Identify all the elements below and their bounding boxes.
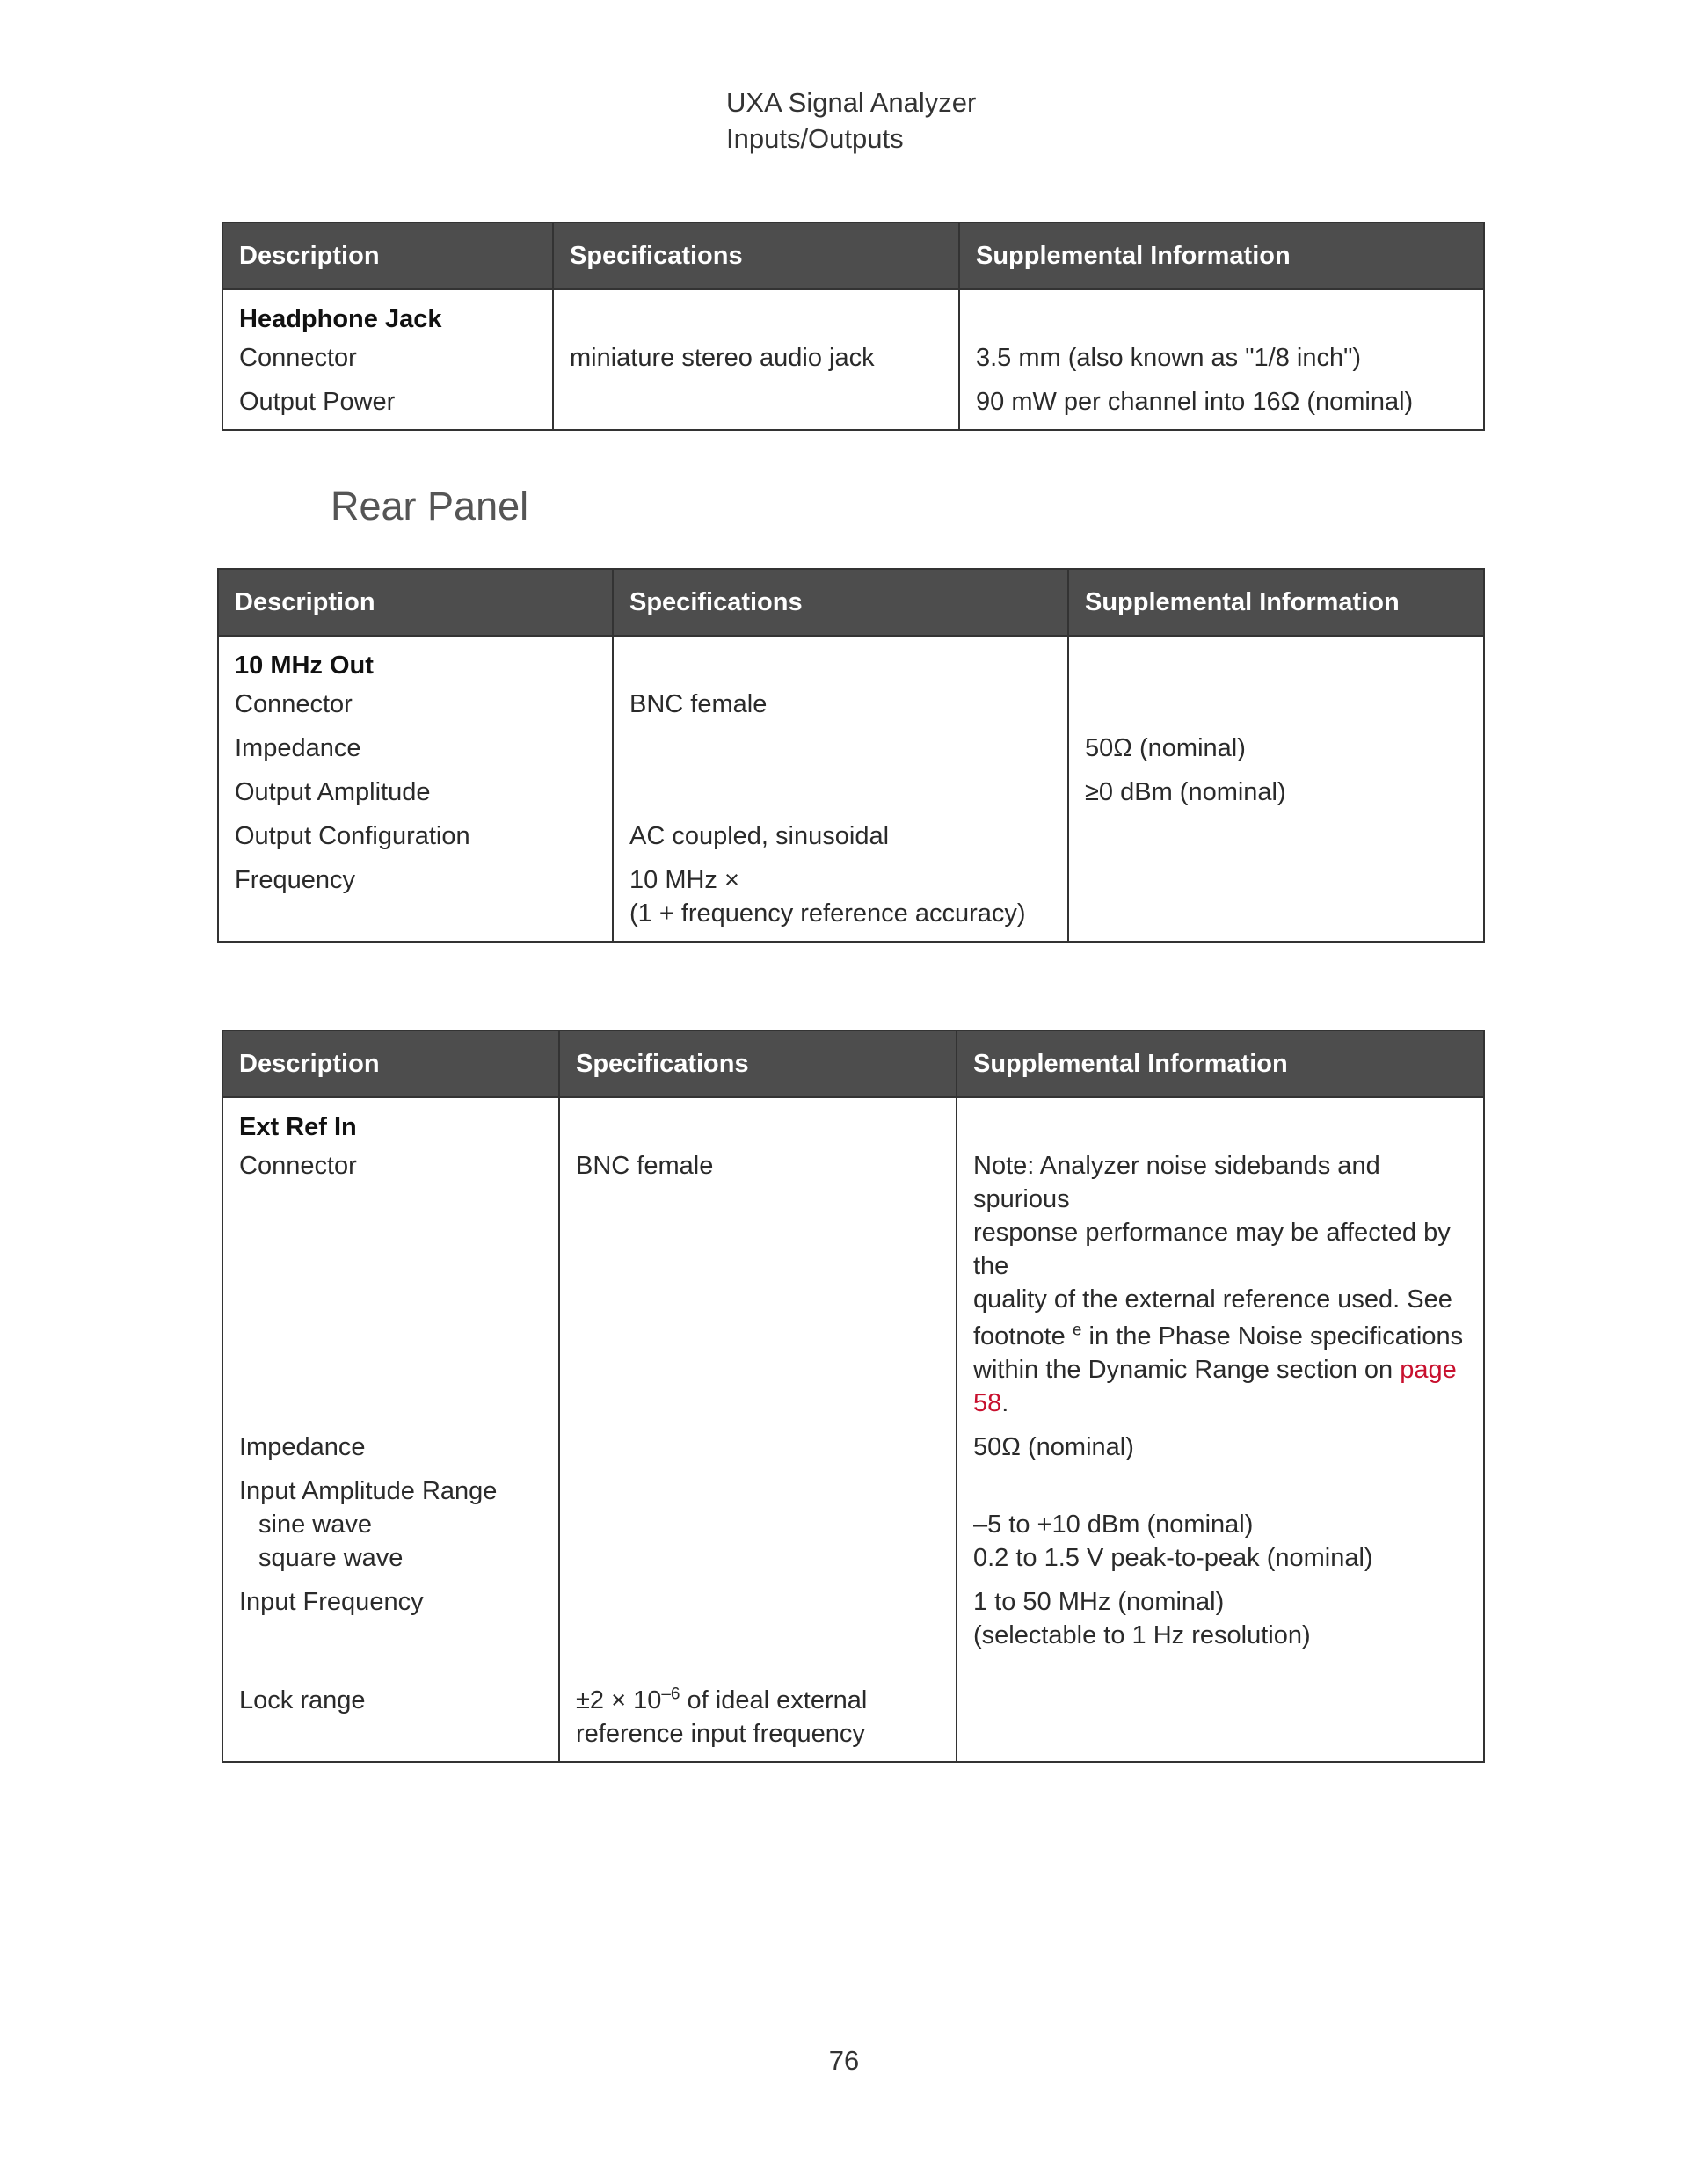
row-description: Connector — [222, 1144, 559, 1425]
table-row — [222, 1144, 1484, 1425]
row-description: Output Power — [222, 380, 553, 430]
table-header-row — [222, 222, 1484, 289]
note-line: quality of the external reference used. See — [973, 1285, 1452, 1314]
table-row — [222, 336, 1484, 380]
column-header-supplemental: Supplemental Information — [957, 1030, 1484, 1097]
column-header-description: Description — [222, 1030, 559, 1097]
table-row — [218, 726, 1484, 770]
row-supplemental: 3.5 mm (also known as "1/8 inch") — [959, 336, 1484, 380]
row-supplemental: ≥0 dBm (nominal) — [1068, 770, 1484, 814]
running-header — [726, 84, 976, 157]
row-spec — [613, 770, 1068, 814]
row-spec: $\pm 2 \times 10^{-6}$ of ideal external reference input frequency — [559, 1678, 957, 1762]
note-line: Note: Analyzer noise sidebands and spurious — [973, 1152, 1380, 1213]
column-header-specifications: Specifications — [553, 222, 959, 289]
table-row — [218, 814, 1484, 858]
spec-line: 10 MHz × — [629, 866, 739, 894]
row-supplemental — [1068, 858, 1484, 942]
row-supplemental — [1068, 682, 1484, 726]
row-description: Connector — [222, 336, 553, 380]
ext-ref-in-table — [222, 1030, 1485, 1763]
table-row — [222, 289, 1484, 336]
section-title: Rear Panel — [331, 484, 529, 528]
column-header-supplemental: Supplemental Information — [959, 222, 1484, 289]
row-spec: BNC female — [613, 682, 1068, 726]
table-row — [222, 380, 1484, 430]
table-row — [222, 1678, 1484, 1762]
spec-line: (1 + frequency reference accuracy) — [629, 899, 1026, 928]
row-description: Input Amplitude Range sine wave square wave — [222, 1469, 559, 1580]
note-line: response performance may be affected by the — [973, 1219, 1451, 1280]
row-supplemental: 50Ω (nominal) — [1068, 726, 1484, 770]
header-subtitle: Inputs/Outputs — [726, 123, 904, 154]
row-supplemental: –5 to +10 dBm (nominal) 0.2 to 1.5 V peak-to-peak (nominal) — [957, 1469, 1484, 1580]
footnote-marker: e — [1072, 1321, 1082, 1340]
column-header-specifications: Specifications — [613, 569, 1068, 636]
row-description: Impedance — [218, 726, 613, 770]
page-link[interactable]: page 58 — [973, 1356, 1457, 1417]
table-row — [218, 770, 1484, 814]
row-description: Lock range — [222, 1678, 559, 1762]
row-description: Output Amplitude — [218, 770, 613, 814]
note-line: within the Dynamic Range section on page 58. — [973, 1356, 1457, 1417]
row-spec — [613, 858, 1068, 942]
row-spec: miniature stereo audio jack — [553, 336, 959, 380]
group-title: 10 MHz Out — [218, 636, 613, 682]
row-spec: BNC female — [559, 1144, 957, 1425]
table-row — [222, 1469, 1484, 1580]
row-spec — [553, 380, 959, 430]
row-description: Impedance — [222, 1425, 559, 1469]
table-row — [222, 1580, 1484, 1678]
sub-item: sine wave — [258, 1511, 372, 1539]
table-row — [222, 1097, 1484, 1144]
row-description: Output Configuration — [218, 814, 613, 858]
row-supplemental: 90 mW per channel into 16Ω (nominal) — [959, 380, 1484, 430]
row-spec: AC coupled, sinusoidal — [613, 814, 1068, 858]
table-row — [218, 636, 1484, 682]
table-row — [218, 858, 1484, 942]
column-header-specifications: Specifications — [559, 1030, 957, 1097]
group-title: Headphone Jack — [222, 289, 553, 336]
table-row — [218, 682, 1484, 726]
row-supplemental: 50Ω (nominal) — [957, 1425, 1484, 1469]
row-supplemental — [957, 1144, 1484, 1425]
group-title: Ext Ref In — [222, 1097, 559, 1144]
column-header-description: Description — [222, 222, 553, 289]
row-description: Input Frequency — [222, 1580, 559, 1678]
table-header-row — [222, 1030, 1484, 1097]
row-description: Frequency — [218, 858, 613, 942]
column-header-supplemental: Supplemental Information — [1068, 569, 1484, 636]
sub-item: square wave — [258, 1544, 404, 1572]
note-line: footnote $^e$ in the Phase Noise specifications — [973, 1321, 1464, 1350]
row-supplemental — [1068, 814, 1484, 858]
headphone-jack-table — [222, 222, 1485, 431]
table-row — [222, 1425, 1484, 1469]
column-header-description: Description — [218, 569, 613, 636]
header-title: UXA Signal Analyzer — [726, 87, 977, 118]
row-description: Connector — [218, 682, 613, 726]
row-supplemental: 1 to 50 MHz (nominal) (selectable to 1 Hz resolution) — [957, 1580, 1484, 1678]
ten-mhz-out-table — [217, 568, 1485, 943]
page-number: 76 — [828, 2045, 860, 2076]
table-header-row — [218, 569, 1484, 636]
row-spec — [613, 726, 1068, 770]
